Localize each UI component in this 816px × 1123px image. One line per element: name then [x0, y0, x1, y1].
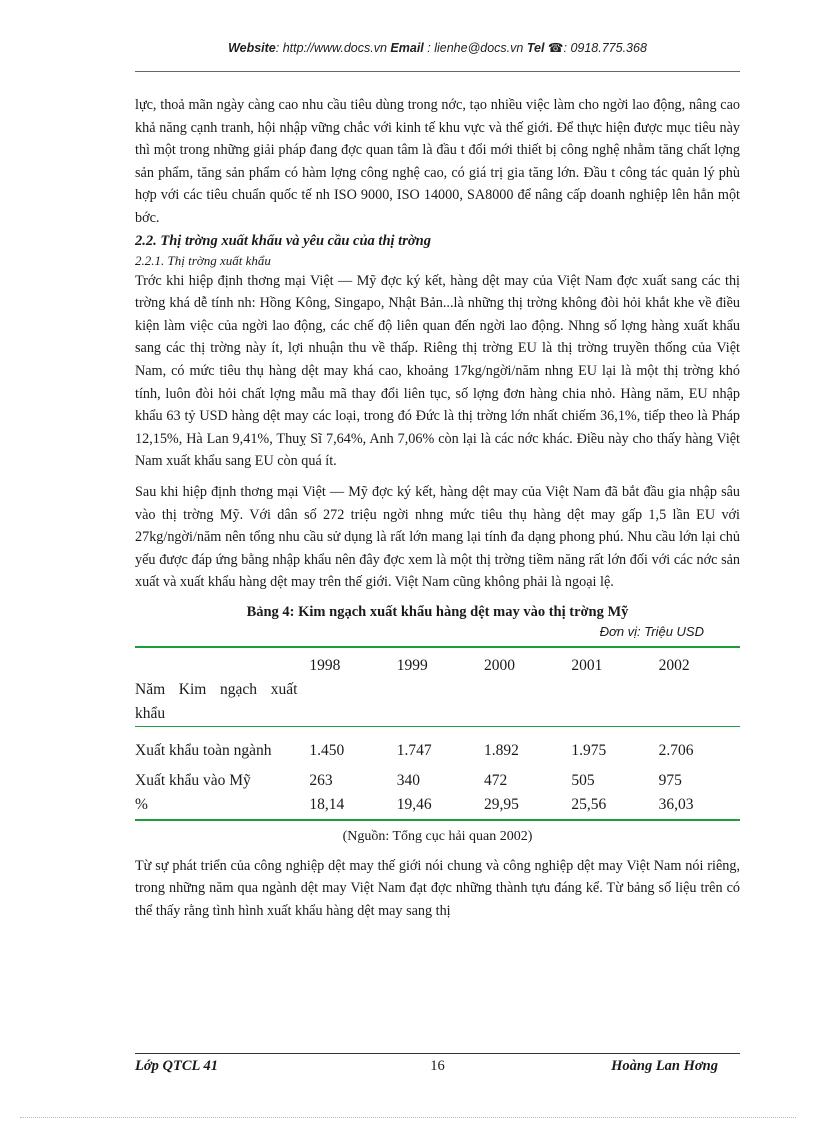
table-row	[135, 763, 740, 793]
email-label: Email	[390, 41, 424, 55]
email-value: : lienhe@docs.vn	[427, 41, 524, 55]
section-heading: 2.2. Thị trờng xuất khẩu và yêu cầu của thị trờng	[135, 232, 431, 249]
year-cell: 1998	[309, 656, 341, 674]
table-caption: Bảng 4: Kim ngạch xuất khẩu hàng dệt may vào thị trờng Mỹ	[246, 603, 629, 620]
page-number: 16	[430, 1058, 445, 1074]
year-cell: 1999	[396, 656, 428, 674]
page-header	[135, 40, 740, 55]
table-source: (Nguồn: Tổng cục hải quan 2002)	[342, 828, 533, 844]
value-cell: 505	[571, 771, 595, 789]
value-cell: 1.747	[391, 726, 478, 763]
value-cell: 36,03	[658, 795, 694, 813]
value-cell: 1.892	[478, 726, 565, 763]
value-cell: 1.975	[565, 726, 652, 763]
author-name: Hoàng Lan Hơng	[611, 1058, 718, 1074]
footer-divider	[135, 1053, 740, 1054]
value-cell: 263	[309, 771, 333, 789]
header-divider	[135, 71, 740, 72]
table-corner-label: Năm Kim ngạch xuất khẩu	[135, 680, 298, 722]
paragraph-us-market: Sau khi hiệp định thơng mại Việt — Mỹ đợc ký kết, hàng dệt may của Việt Nam đã bắt đầu gia nhập sâu vào thị trờng Mỹ. Với dân số 272 triệu ngời nhng mức tiêu thụ hàng dệt may gấp 1,5 lần EU với 27kg/ngời/năm nên tổng nhu cầu sử dụng là rất lớn mang lại tính đa dạng phong phú. Nhu cầu lớn lại chủ yếu được đáp ứng bằng nhập khẩu nên đây đợc xem là một thị trờng tiềm năng rất lớn đối với các nớc sản xuất và xuất khẩu hàng dệt may trên thế giới. Việt Nam cũng không phải là ngoại lệ.	[135, 483, 740, 591]
page-edge-divider	[20, 1117, 796, 1118]
year-cell: 2001	[571, 656, 603, 674]
paragraph-conclusion: Từ sự phát triển của công nghiệp dệt may thế giới nói chung và công nghiệp dệt may Việt Nam nói riêng, trong những năm qua ngành dệt may Việt Nam đạt đợc những thành tựu đáng kể. Từ bảng số liệu trên có thể thấy rằng tình hình xuất khẩu hàng dệt may sang thị	[135, 857, 740, 920]
class-name: Lớp QTCL 41	[135, 1058, 218, 1074]
row-label: Xuất khẩu toàn ngành	[135, 726, 303, 763]
page-footer	[135, 1058, 740, 1078]
row-label: Xuất khẩu vào Mỹ	[135, 771, 251, 789]
tel-label: Tel	[526, 41, 545, 55]
value-cell: 975	[658, 771, 682, 789]
website-label: Website	[228, 41, 276, 55]
value-cell: 29,95	[484, 795, 519, 813]
year-cell: 2002	[658, 656, 690, 674]
paragraph-intro: lực, thoả mãn ngày càng cao nhu cầu tiêu dùng trong nớc, tạo nhiều việc làm cho ngời lao động, nâng cao khả năng cạnh tranh, hội nhập vững chắc với kinh tế khu vực và thế giới. Để thực hiện được mục tiêu này thì một trong những giải pháp đang đợc quan tâm là đầu t đổi mới thiết bị công nghệ nhằm tăng chất lợng sản phẩm, tăng sản phẩm có hàm lợng công nghệ cao, có giá trị gia tăng lớn. Đầu t công tác quản lý phù hợp với các tiêu chuẩn quốc tế nh ISO 9000, ISO 14000, SA8000 để nâng cấp doanh nghiệp lên hẳn một bớc.	[135, 97, 740, 226]
paragraph-markets: Trớc khi hiệp định thơng mại Việt — Mỹ đợc ký kết, hàng dệt may của Việt Nam đợc xuất sang các thị trờng khá dễ tính nh: Hồng Kông, Singapo, Nhật Bản...là những thị trờng không đòi hỏi khắt khe về điều kiện làm việc của ngời lao động, các chế độ liên quan đến ngời lao động. Nhng số lợng hàng xuất khẩu sang các thị trờng này ít, lợi nhuận thu về thấp. Riêng thị trờng EU là thị trờng truyền thống của Việt Nam, có mức tiêu thụ hàng dệt may khá cao, khoảng 17kg/ngời/năm nhng EU lại là một thị trờng khó tính, luôn đòi hỏi chất lợng mẫu mã thay đổi liên tục, số lợng đơn hàng chia nhỏ. Hàng năm, EU nhập khẩu 63 tỷ USD hàng dệt may các loại, trong đó Đức là thị trờng lớn nhất chiếm 36,1%, tiếp theo là Pháp 12,15%, Hà Lan 9,41%, Thuỵ Sĩ 7,64%, Anh 7,06% còn lại là các nớc khác. Điều này cho thấy hàng Việt Nam xuất khẩu sang EU còn quá ít.	[135, 272, 740, 470]
year-cell: 2000	[484, 656, 516, 674]
export-table	[135, 646, 740, 821]
value-cell: 2.706	[653, 726, 740, 763]
value-cell: 25,56	[571, 795, 607, 813]
page-content	[135, 94, 740, 923]
table-row	[135, 793, 740, 820]
value-cell: 1.450	[303, 726, 390, 763]
value-cell: 340	[396, 771, 420, 789]
subsection-heading: 2.2.1. Thị trờng xuất khẩu	[135, 252, 271, 268]
row-label: %	[135, 795, 148, 813]
value-cell: 18,14	[309, 795, 345, 813]
table-row	[135, 726, 740, 763]
value-cell: 472	[484, 771, 508, 789]
table-header-row	[135, 647, 740, 727]
tel-value: : 0918.775.368	[563, 41, 647, 55]
phone-icon: ☎	[547, 41, 564, 55]
table-unit: Đơn vị: Triệu USD	[599, 623, 704, 639]
value-cell: 19,46	[396, 795, 432, 813]
website-value: : http://www.docs.vn	[275, 41, 387, 55]
